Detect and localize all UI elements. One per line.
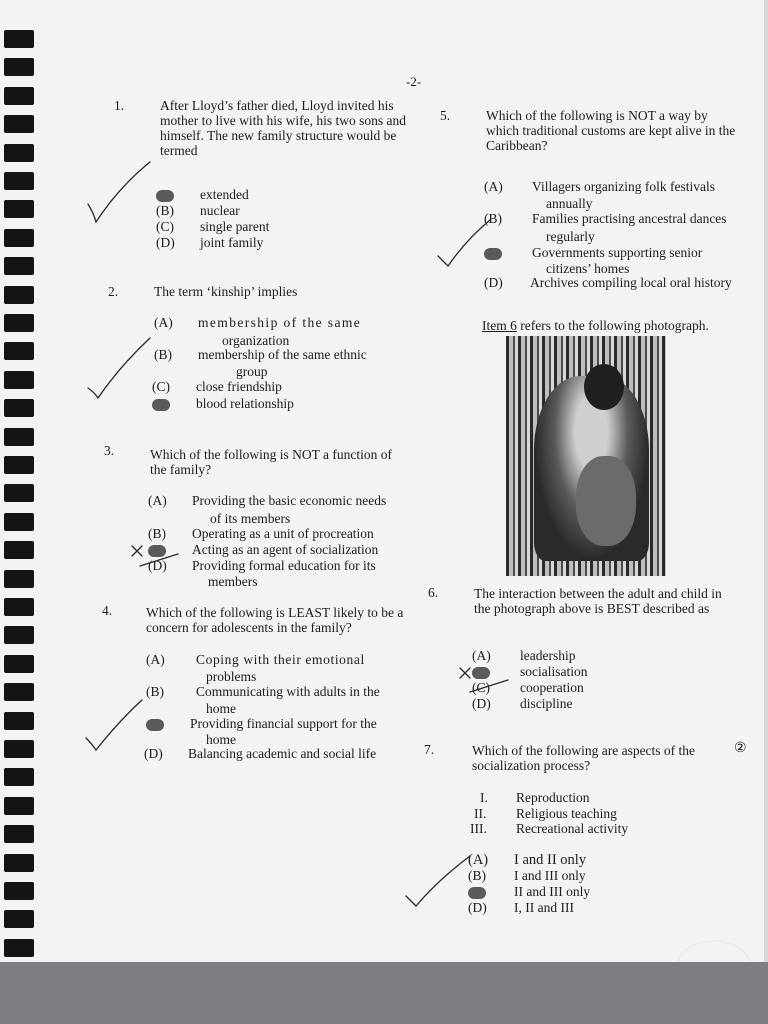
- binding-hole: [4, 229, 34, 247]
- question-stem: Which of the following is NOT a way by which traditional customs are kept alive in the Caribbean?: [486, 108, 736, 153]
- binding-hole: [4, 87, 34, 105]
- question-stem: Which of the following are aspects of the socialization process?: [472, 743, 696, 773]
- binding-hole: [4, 939, 34, 957]
- option-row[interactable]: [156, 188, 249, 202]
- question-number: 1.: [114, 98, 125, 113]
- option-row[interactable]: [468, 901, 574, 915]
- binding-hole: [4, 598, 34, 616]
- binding-hole: [4, 712, 34, 730]
- option-text: I and II only: [514, 852, 587, 868]
- binding-hole: [4, 882, 34, 900]
- cross-mark: [460, 668, 470, 678]
- filled-bubble: [148, 545, 166, 557]
- filled-bubble: [152, 399, 170, 411]
- binding-hole: [4, 484, 34, 502]
- binding-hole: [4, 371, 34, 389]
- option-text: Balancing academic and social life: [188, 746, 377, 761]
- binding-hole: [4, 825, 34, 843]
- binding-hole: [4, 286, 34, 304]
- binding-hole: [4, 768, 34, 786]
- roman-item: III. Recreational activity: [470, 821, 629, 836]
- option-letter: (C): [152, 379, 170, 394]
- option-text: Families practising ancestral dances: [532, 211, 727, 226]
- option-row[interactable]: [154, 348, 367, 362]
- option-letter: (D): [484, 275, 503, 290]
- binding-hole: [4, 456, 34, 474]
- roman-item: II. Religious teaching: [474, 806, 617, 821]
- option-letter: (D): [148, 558, 167, 573]
- option-row[interactable]: [148, 543, 378, 557]
- option-letter: (B): [468, 868, 486, 883]
- option-letter: (D): [156, 235, 175, 250]
- option-text: Providing formal education for its: [192, 558, 376, 573]
- option-text: Providing the basic economic needs: [192, 493, 387, 508]
- binding-hole: [4, 200, 34, 218]
- option-letter: (B): [146, 684, 164, 699]
- option-row[interactable]: [484, 276, 732, 290]
- option-row[interactable]: [152, 397, 294, 411]
- option-continuation: home: [206, 701, 236, 716]
- option-row[interactable]: [484, 212, 727, 226]
- item-6-intro: Item 6 refers to the following photograph.: [482, 318, 709, 333]
- option-continuation: members: [208, 574, 258, 589]
- option-text: leadership: [520, 648, 576, 663]
- checkmark: [88, 338, 150, 398]
- option-text: I and III only: [514, 868, 586, 883]
- option-letter: (D): [144, 746, 163, 761]
- option-text: joint family: [200, 235, 264, 250]
- margin-mark: ②: [734, 741, 747, 756]
- option-text: membership of the same ethnic: [198, 347, 367, 362]
- question-number: 6.: [428, 585, 439, 600]
- option-row[interactable]: [472, 665, 588, 679]
- question-stem: The term ‘kinship’ implies: [154, 284, 298, 299]
- option-text: Archives compiling local oral history: [530, 275, 732, 290]
- option-continuation: organization: [222, 333, 290, 348]
- option-continuation: of its members: [210, 511, 291, 526]
- page-edge: [764, 0, 768, 962]
- checkmark: [86, 700, 142, 750]
- option-text: nuclear: [200, 203, 240, 218]
- option-row[interactable]: [468, 885, 590, 899]
- checkmark: [438, 220, 490, 266]
- page-number: -2-: [406, 74, 422, 89]
- filled-bubble: [146, 719, 164, 731]
- option-letter: (A): [148, 493, 167, 508]
- option-continuation: home: [206, 732, 236, 747]
- option-row[interactable]: [146, 685, 380, 699]
- option-row[interactable]: [472, 681, 584, 695]
- option-text: Providing financial support for the: [190, 716, 377, 731]
- option-text: extended: [200, 187, 249, 202]
- option-letter: (B): [154, 347, 172, 362]
- question-number: 5.: [440, 108, 451, 123]
- question-stem: After Lloyd’s father died, Lloyd invited his mother to live with his wife, his two sons and himself. The new family structure would be termed: [160, 98, 406, 158]
- binding-hole: [4, 655, 34, 673]
- option-letter: (C): [472, 680, 490, 695]
- binding-hole: [4, 58, 34, 76]
- option-continuation: regularly: [546, 229, 595, 244]
- scan-background: [0, 962, 768, 1024]
- question-stem: The interaction between the adult and child in the photograph above is BEST described as: [474, 586, 722, 616]
- option-row[interactable]: [154, 316, 361, 330]
- binding-hole: [4, 797, 34, 815]
- option-letter: (A): [472, 648, 491, 663]
- adult-head: [584, 364, 624, 410]
- option-row[interactable]: [468, 869, 586, 883]
- option-row[interactable]: [156, 236, 263, 250]
- question-number: 2.: [108, 284, 119, 299]
- binding-hole: [4, 513, 34, 531]
- question-number: 4.: [102, 603, 113, 618]
- option-text: Governments supporting senior: [532, 245, 703, 260]
- option-row[interactable]: [146, 653, 365, 667]
- binding-hole: [4, 570, 34, 588]
- option-row[interactable]: [148, 559, 376, 573]
- binding-hole: [4, 342, 34, 360]
- checkmark: [406, 856, 470, 906]
- option-letter: (A): [154, 315, 173, 330]
- option-continuation: problems: [206, 669, 257, 684]
- option-text: membership of the same: [198, 315, 362, 330]
- option-letter: (A): [146, 652, 165, 667]
- filled-bubble: [484, 248, 502, 260]
- option-row[interactable]: [148, 494, 386, 508]
- binding-hole: [4, 683, 34, 701]
- option-row[interactable]: [468, 853, 586, 867]
- option-text: Acting as an agent of socialization: [192, 542, 379, 557]
- spiral-binding: [0, 0, 40, 962]
- option-row[interactable]: [156, 204, 240, 218]
- option-letter: (A): [484, 179, 503, 194]
- option-letter: (D): [468, 900, 487, 915]
- option-continuation: group: [236, 364, 268, 379]
- option-text: socialisation: [520, 664, 588, 679]
- option-row[interactable]: [472, 649, 575, 663]
- option-row[interactable]: [148, 527, 374, 541]
- option-text: Operating as a unit of procreation: [192, 526, 374, 541]
- option-text: Coping with their emotional: [196, 652, 365, 667]
- option-text: blood relationship: [196, 396, 294, 411]
- binding-hole: [4, 30, 34, 48]
- option-row[interactable]: [144, 747, 376, 761]
- binding-hole: [4, 115, 34, 133]
- roman-item: I. Reproduction: [480, 790, 590, 805]
- option-row[interactable]: [472, 697, 573, 711]
- binding-hole: [4, 541, 34, 559]
- child-figure: [576, 456, 636, 546]
- filled-bubble: [468, 887, 486, 899]
- binding-hole: [4, 428, 34, 446]
- option-continuation: citizens’ homes: [546, 261, 630, 276]
- option-text: discipline: [520, 696, 573, 711]
- option-continuation: annually: [546, 196, 593, 211]
- option-letter: (B): [484, 211, 502, 226]
- filled-bubble: [472, 667, 490, 679]
- option-row[interactable]: [146, 717, 377, 731]
- cross-mark: [132, 546, 142, 556]
- option-letter: (D): [472, 696, 491, 711]
- binding-hole: [4, 399, 34, 417]
- binding-hole: [4, 740, 34, 758]
- binding-hole: [4, 172, 34, 190]
- option-text: II and III only: [514, 884, 591, 899]
- option-letter: (B): [156, 203, 174, 218]
- option-text: single parent: [200, 219, 270, 234]
- option-text: close friendship: [196, 379, 282, 394]
- option-row[interactable]: [156, 220, 269, 234]
- option-text: I, II and III: [514, 900, 574, 915]
- option-letter: (A): [468, 852, 489, 868]
- binding-hole: [4, 910, 34, 928]
- option-text: Communicating with adults in the: [196, 684, 380, 699]
- binding-hole: [4, 257, 34, 275]
- option-text: Villagers organizing folk festivals: [532, 179, 716, 194]
- option-row[interactable]: [152, 380, 282, 394]
- filled-bubble: [156, 190, 174, 202]
- faint-watermark: [676, 940, 752, 962]
- question-stem: Which of the following is LEAST likely to be a concern for adolescents in the family?: [146, 605, 404, 635]
- question-number: 3.: [104, 443, 115, 458]
- question-stem: Which of the following is NOT a function of the family?: [150, 447, 392, 477]
- item-reference: Item 6: [482, 318, 517, 333]
- option-row[interactable]: [484, 246, 702, 260]
- option-letter: (B): [148, 526, 166, 541]
- photograph-adult-and-child: [506, 336, 666, 576]
- binding-hole: [4, 144, 34, 162]
- option-letter: (C): [156, 219, 174, 234]
- binding-hole: [4, 626, 34, 644]
- binding-hole: [4, 314, 34, 332]
- option-row[interactable]: [484, 180, 715, 194]
- binding-hole: [4, 854, 34, 872]
- checkmark: [88, 162, 150, 222]
- question-number: 7.: [424, 742, 435, 757]
- option-text: cooperation: [520, 680, 584, 695]
